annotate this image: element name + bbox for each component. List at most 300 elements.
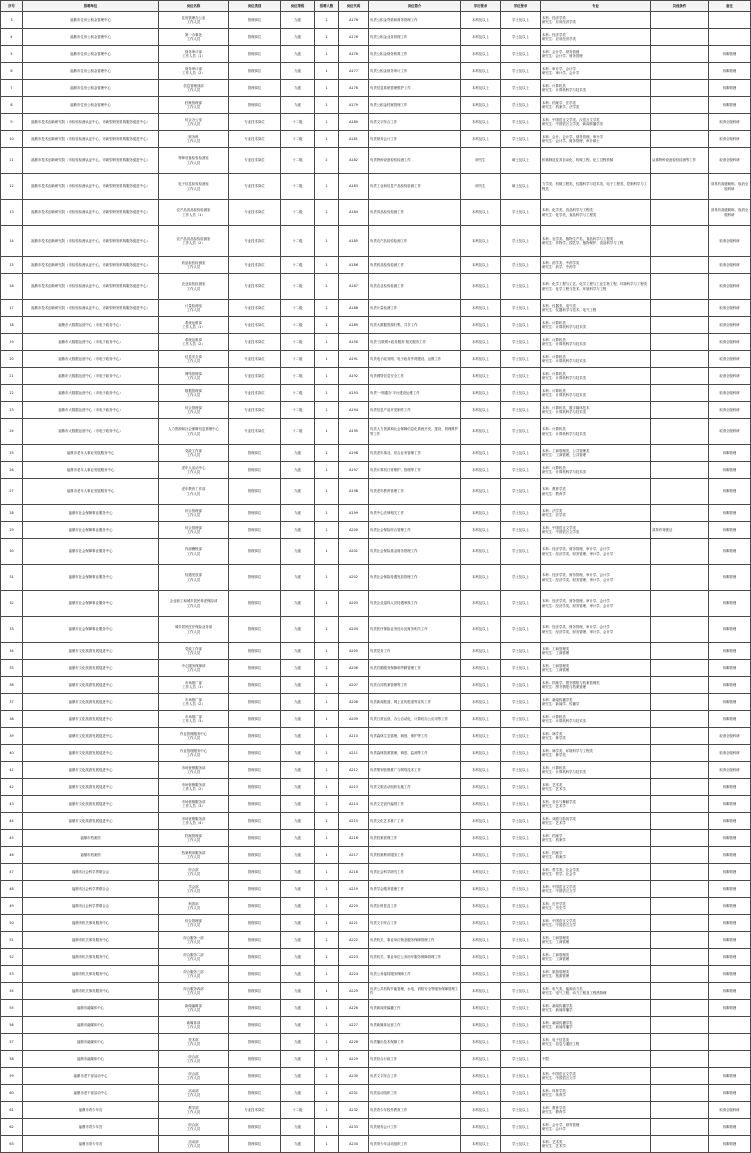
post-code-cell: A220	[339, 898, 369, 915]
headcount-cell: 1	[315, 796, 339, 813]
table-row	[1, 565, 751, 591]
degree-cell: 学士及以上	[501, 881, 541, 898]
headcount-cell: 1	[315, 402, 339, 419]
post-level-cell: 九级	[281, 898, 315, 915]
headcount-cell: 1	[315, 174, 339, 200]
major-cell: 本科：化学类、食品科学与工程类 研究生：化学类、食品科学与工程类	[541, 200, 651, 226]
post-type-cell: 管理岗位	[229, 591, 281, 617]
remark-cell: 侨脚管理	[709, 915, 751, 932]
post-level-cell: 九级	[281, 1085, 315, 1102]
headcount-cell: 1	[315, 711, 339, 728]
education-cell: 研究生	[461, 174, 501, 200]
post-name-cell: 市场营销服务部 工作人员（2）	[159, 779, 229, 796]
post-type-cell: 管理岗位	[229, 932, 281, 949]
post-name-cell: 综合部 工作人员	[159, 1068, 229, 1085]
remark-cell: 侨脚管理	[709, 796, 751, 813]
degree-cell: 学士及以上	[501, 385, 541, 402]
remark-cell: 侨脚管理	[709, 591, 751, 617]
post-code-cell: A231	[339, 1085, 369, 1102]
post-code-cell: A228	[339, 1034, 369, 1051]
post-level-cell: 九级	[281, 80, 315, 97]
table-row	[1, 728, 751, 745]
remark-cell	[709, 1017, 751, 1034]
post-code-cell: A197	[339, 462, 369, 479]
post-code-cell: A217	[339, 847, 369, 864]
post-description-cell: 负责财务会计工作	[369, 131, 461, 148]
post-level-cell: 十二级	[281, 114, 315, 131]
post-description-cell: 负责综合行政工作	[369, 1051, 461, 1068]
post-type-cell: 专业技术岗位	[229, 334, 281, 351]
major-cell: 本科：戏剧与影视学类 研究生：艺术学	[541, 813, 651, 830]
education-cell: 本科及以上	[461, 29, 501, 46]
other-conditions-cell	[651, 660, 709, 677]
post-type-cell: 管理岗位	[229, 1034, 281, 1051]
post-type-cell: 管理岗位	[229, 779, 281, 796]
headcount-cell: 1	[315, 522, 339, 539]
post-type-cell: 管理岗位	[229, 445, 281, 462]
other-conditions-cell	[651, 949, 709, 966]
other-conditions-cell	[651, 226, 709, 257]
post-description-cell: 负责学会服务管理工作	[369, 881, 461, 898]
degree-cell: 学士及以上	[501, 617, 541, 643]
other-conditions-cell	[651, 479, 709, 505]
post-type-cell: 管理岗位	[229, 711, 281, 728]
degree-cell: 学士及以上	[501, 932, 541, 949]
row-number: 42	[1, 779, 23, 796]
post-level-cell: 九级	[281, 677, 315, 694]
education-cell: 本科及以上	[461, 522, 501, 539]
remark-cell: 侨脚管理	[709, 462, 751, 479]
post-name-cell: 活动部 工作人员	[159, 1085, 229, 1102]
education-cell: 本科及以上	[461, 932, 501, 949]
post-description-cell: 负责‘互联网+政务服务’相关服务工作	[369, 334, 461, 351]
degree-cell: 学士及以上	[501, 830, 541, 847]
post-type-cell: 管理岗位	[229, 745, 281, 762]
table-row	[1, 643, 751, 660]
education-cell: 本科及以上	[461, 1068, 501, 1085]
table-row	[1, 983, 751, 1000]
post-description-cell: 负责计量检测工作	[369, 300, 461, 317]
post-code-cell: A210	[339, 728, 369, 745]
post-type-cell: 管理岗位	[229, 1017, 281, 1034]
post-description-cell: 负责网络信息安全工作	[369, 368, 461, 385]
post-description-cell: 负责电子政务网、电子政务外网建设、运维工作	[369, 351, 461, 368]
major-cell: 本科：电气类、能源动力类 研究生：电气工程、动力工程及工程热物理	[541, 983, 651, 1000]
education-cell: 本科及以上	[461, 200, 501, 226]
post-type-cell: 专业技术岗位	[229, 200, 281, 226]
row-number: 5	[1, 46, 23, 63]
other-conditions-cell	[651, 257, 709, 274]
header-cell: 招聘人数	[315, 1, 339, 12]
major-cell: 本科：工商管理类、公共管理类 研究生：工商管理、公共管理	[541, 445, 651, 462]
row-number: 57	[1, 1034, 23, 1051]
other-conditions-cell	[651, 174, 709, 200]
remark-cell: 侨脚管理	[709, 479, 751, 505]
post-type-cell: 专业技术岗位	[229, 148, 281, 174]
remark-cell: 须具有高级职称、取消全脱科研	[709, 200, 751, 226]
education-cell: 本科及以上	[461, 1051, 501, 1068]
row-number: 36	[1, 677, 23, 694]
post-description-cell: 负责文字综合工作	[369, 915, 461, 932]
degree-cell: 学士及以上	[501, 114, 541, 131]
post-type-cell: 管理岗位	[229, 12, 281, 29]
other-conditions-cell	[651, 505, 709, 522]
post-description-cell: 负责企业退休人员待遇审核工作	[369, 591, 461, 617]
remark-cell	[709, 12, 751, 29]
other-conditions-cell	[651, 1051, 709, 1068]
employer-cell: 福鼎市机关事务服务中心	[23, 966, 159, 983]
row-number: 7	[1, 80, 23, 97]
headcount-cell: 1	[315, 1068, 339, 1085]
post-type-cell: 专业技术岗位	[229, 317, 281, 334]
remark-cell: 侨脚管理	[709, 63, 751, 80]
remark-cell: 取消全脱科研	[709, 317, 751, 334]
row-number: 27	[1, 479, 23, 505]
headcount-cell: 1	[315, 1102, 339, 1119]
degree-cell: 学士及以上	[501, 643, 541, 660]
post-level-cell: 九级	[281, 591, 315, 617]
row-number: 14	[1, 226, 23, 257]
education-cell: 本科及以上	[461, 565, 501, 591]
header-cell: 招聘单位	[23, 1, 159, 12]
education-cell: 本科及以上	[461, 274, 501, 300]
education-cell: 研究生	[461, 148, 501, 174]
post-description-cell: 负责公积金业务管理工作	[369, 29, 461, 46]
table-row	[1, 796, 751, 813]
post-type-cell: 管理岗位	[229, 881, 281, 898]
headcount-cell: 1	[315, 368, 339, 385]
row-number: 40	[1, 745, 23, 762]
major-cell: 本科：艺术类 研究生：艺术学	[541, 1136, 651, 1153]
post-name-cell: 系统运维岗 工作人员（1）	[159, 317, 229, 334]
degree-cell: 学士及以上	[501, 1000, 541, 1017]
table-row	[1, 966, 751, 983]
post-level-cell: 九级	[281, 796, 315, 813]
remark-cell: 侨脚管理	[709, 522, 751, 539]
post-level-cell: 九级	[281, 745, 315, 762]
post-description-cell: 负责新闻报道、网上宣传报道等宣传工作	[369, 694, 461, 711]
table-row	[1, 368, 751, 385]
row-number: 25	[1, 445, 23, 462]
post-type-cell: 管理岗位	[229, 1136, 281, 1153]
row-number: 16	[1, 274, 23, 300]
post-name-cell: 财务审计部 工作人员（1）	[159, 46, 229, 63]
headcount-cell: 1	[315, 660, 339, 677]
major-cell: 本科：仪器类、电气类 研究生：仪器科学与技术、电气工程	[541, 300, 651, 317]
row-number: 19	[1, 334, 23, 351]
post-type-cell: 管理岗位	[229, 796, 281, 813]
post-description-cell: 负责老年事业、综合业务管理工作	[369, 445, 461, 462]
post-level-cell: 十二级	[281, 385, 315, 402]
post-code-cell: A196	[339, 445, 369, 462]
education-cell: 本科及以上	[461, 402, 501, 419]
table-row	[1, 97, 751, 114]
headcount-cell: 1	[315, 63, 339, 80]
major-cell: 本科：经济学类、财务管理、审计学、会计学 研究生：经济学类、财务管理、审计学、会计学	[541, 591, 651, 617]
headcount-cell: 1	[315, 462, 339, 479]
post-type-cell: 管理岗位	[229, 522, 281, 539]
post-description-cell: 负责新闻采编播工作	[369, 1000, 461, 1017]
headcount-cell: 1	[315, 949, 339, 966]
degree-cell: 学士及以上	[501, 796, 541, 813]
post-description-cell: 负责社会保险综合管理工作	[369, 522, 461, 539]
row-number: 33	[1, 617, 23, 643]
post-description-cell: 负责党务工作	[369, 643, 461, 660]
post-description-cell: 负责档案管理工作	[369, 830, 461, 847]
header-cell: 专业	[541, 1, 651, 12]
other-conditions-cell	[651, 402, 709, 419]
education-cell: 本科及以上	[461, 643, 501, 660]
post-description-cell: 负责社会科学研究工作	[369, 864, 461, 881]
post-name-cell: 财务科 工作人员	[159, 131, 229, 148]
table-row	[1, 385, 751, 402]
row-number: 54	[1, 983, 23, 1000]
post-type-cell: 管理岗位	[229, 694, 281, 711]
post-name-cell: 综合办公室 工作人员	[159, 114, 229, 131]
remark-cell: 侨脚管理	[709, 1068, 751, 1085]
table-row	[1, 591, 751, 617]
post-level-cell: 十二级	[281, 368, 315, 385]
education-cell: 本科及以上	[461, 226, 501, 257]
table-row	[1, 131, 751, 148]
post-description-cell: 负责文字综合工作	[369, 1068, 461, 1085]
post-type-cell: 管理岗位	[229, 63, 281, 80]
post-code-cell: A187	[339, 274, 369, 300]
remark-cell: 取消全脱科研	[709, 334, 751, 351]
major-cell: 本科：教育学类 研究生：教育学	[541, 1102, 651, 1119]
post-code-cell: A185	[339, 226, 369, 257]
post-level-cell: 十二级	[281, 351, 315, 368]
post-name-cell: 综合部 工作人员	[159, 1051, 229, 1068]
row-number: 50	[1, 915, 23, 932]
major-cell: 本科：经济学类 研究生：应用经济学类	[541, 12, 651, 29]
row-number: 43	[1, 796, 23, 813]
row-number: 59	[1, 1068, 23, 1085]
table-row	[1, 847, 751, 864]
post-description-cell: 负责食品检验检测工作	[369, 200, 461, 226]
employer-cell: 福鼎市文化旅游发展促进中心	[23, 796, 159, 813]
remark-cell: 取消全脱科研	[709, 226, 751, 257]
post-type-cell: 专业技术岗位	[229, 351, 281, 368]
headcount-cell: 1	[315, 1085, 339, 1102]
table-row	[1, 334, 751, 351]
major-cell: 本科：会计学、财务管理 研究生：会计学、财务管理	[541, 46, 651, 63]
post-name-cell: 特种设备检验检测室 工作人员	[159, 148, 229, 174]
major-cell: 本科：计算机类 研究生：计算机科学与技术类	[541, 334, 651, 351]
education-cell: 本科及以上	[461, 539, 501, 565]
post-name-cell: 党政工作部 工作人员	[159, 445, 229, 462]
degree-cell: 学士及以上	[501, 1017, 541, 1034]
education-cell: 本科及以上	[461, 46, 501, 63]
row-number: 48	[1, 881, 23, 898]
post-type-cell: 管理岗位	[229, 949, 281, 966]
row-number: 63	[1, 1136, 23, 1153]
post-description-cell: 负责后勤服务保障和考勤管理工作	[369, 660, 461, 677]
post-type-cell: 管理岗位	[229, 677, 281, 694]
degree-cell: 学士及以上	[501, 1034, 541, 1051]
headcount-cell: 1	[315, 334, 339, 351]
post-name-cell: 科普部 工作人员	[159, 898, 229, 915]
major-cell: 本科：历史学类 研究生：历史学	[541, 898, 651, 915]
remark-cell: 侨脚管理	[709, 660, 751, 677]
remark-cell	[709, 1051, 751, 1068]
post-description-cell: 负责人力资源和社会保障信息化系统开发、建设、管理维护等工作	[369, 419, 461, 445]
degree-cell: 学士及以上	[501, 46, 541, 63]
degree-cell: 硕士及以上	[501, 148, 541, 174]
degree-cell: 硕士及以上	[501, 174, 541, 200]
row-number: 32	[1, 591, 23, 617]
post-name-cell: 信息管理部部 工作人员	[159, 80, 229, 97]
headcount-cell: 1	[315, 745, 339, 762]
employer-cell: 福鼎市机关事务服务中心	[23, 983, 159, 1000]
post-code-cell: A179	[339, 97, 369, 114]
degree-cell: 学士及以上	[501, 1102, 541, 1119]
post-level-cell: 九级	[281, 1136, 315, 1153]
degree-cell: 学士及以上	[501, 779, 541, 796]
post-level-cell: 九级	[281, 643, 315, 660]
post-name-cell: 技术部 工作人员	[159, 1034, 229, 1051]
post-type-cell: 管理岗位	[229, 864, 281, 881]
education-cell: 本科及以上	[461, 462, 501, 479]
header-cell: 岗位简介	[369, 1, 461, 12]
other-conditions-cell	[651, 97, 709, 114]
employer-cell: 福鼎市老干部活动中心	[23, 1068, 159, 1085]
post-name-cell: 信息安全岗 工作人员	[159, 351, 229, 368]
row-number: 61	[1, 1102, 23, 1119]
degree-cell: 学士及以上	[501, 728, 541, 745]
degree-cell: 学士及以上	[501, 1119, 541, 1136]
remark-cell: 侨脚管理	[709, 445, 751, 462]
post-level-cell: 九级	[281, 694, 315, 711]
post-code-cell: A232	[339, 1102, 369, 1119]
post-name-cell: 学会部 工作人员	[159, 881, 229, 898]
post-code-cell: A206	[339, 660, 369, 677]
other-conditions-cell	[651, 200, 709, 226]
headcount-cell: 1	[315, 29, 339, 46]
degree-cell: 学士及以上	[501, 898, 541, 915]
headcount-cell: 1	[315, 898, 339, 915]
post-type-cell: 管理岗位	[229, 660, 281, 677]
degree-cell: 学士及以上	[501, 565, 541, 591]
major-cell: 本科：法学类 研究生：法学类	[541, 505, 651, 522]
post-code-cell: A176	[339, 29, 369, 46]
post-description-cell: 负责文旅活动组织实施工作	[369, 779, 461, 796]
education-cell: 本科及以上	[461, 1000, 501, 1017]
education-cell: 本科及以上	[461, 368, 501, 385]
post-code-cell: A224	[339, 966, 369, 983]
education-cell: 本科及以上	[461, 677, 501, 694]
post-name-cell: 数据管理岗 工作人员	[159, 385, 229, 402]
post-name-cell: 档案管理部 工作人员	[159, 830, 229, 847]
education-cell: 本科及以上	[461, 830, 501, 847]
employer-cell: 福鼎市文化旅游发展促进中心	[23, 779, 159, 796]
remark-cell: 取消全脱科研	[709, 1102, 751, 1119]
remark-cell: 侨脚管理	[709, 46, 751, 63]
major-cell: 本科：计算机类 研究生：计算机科学与技术类	[541, 317, 651, 334]
headcount-cell: 1	[315, 46, 339, 63]
other-conditions-cell	[651, 694, 709, 711]
remark-cell: 侨脚管理	[709, 643, 751, 660]
remark-cell: 侨脚管理	[709, 1085, 751, 1102]
degree-cell: 学士及以上	[501, 419, 541, 445]
post-description-cell: 负责公务接待服务保障工作	[369, 966, 461, 983]
headcount-cell: 1	[315, 830, 339, 847]
post-code-cell: A188	[339, 300, 369, 317]
post-description-cell: 负责社会保险待遇发放管理工作	[369, 565, 461, 591]
headcount-cell: 1	[315, 80, 339, 97]
headcount-cell: 1	[315, 1136, 339, 1153]
remark-cell: 须具有高级职称、取消全脱科研	[709, 174, 751, 200]
other-conditions-cell	[651, 864, 709, 881]
row-number: 15	[1, 257, 23, 274]
post-name-cell: 档案利用服务部 工作人员	[159, 847, 229, 864]
degree-cell: 学士及以上	[501, 445, 541, 462]
headcount-cell: 1	[315, 445, 339, 462]
degree-cell: 学士及以上	[501, 334, 541, 351]
row-number: 26	[1, 462, 23, 479]
headcount-cell: 2	[315, 148, 339, 174]
major-cell: 本科：计算机类 研究生：计算机科学与技术类	[541, 368, 651, 385]
row-number: 52	[1, 949, 23, 966]
post-code-cell: A218	[339, 864, 369, 881]
employer-cell: 福鼎市档案馆	[23, 830, 159, 847]
employer-cell: 福鼎市大数据运营中心（市电子政务中心）	[23, 334, 159, 351]
row-number: 29	[1, 522, 23, 539]
degree-cell: 学士及以上	[501, 462, 541, 479]
post-type-cell: 管理岗位	[229, 1085, 281, 1102]
post-description-cell: 负责农产品检验检测工作	[369, 226, 461, 257]
other-conditions-cell	[651, 762, 709, 779]
post-type-cell: 专业技术岗位	[229, 257, 281, 274]
post-name-cell: 作业管理服务中心 工作人员	[159, 745, 229, 762]
table-row	[1, 694, 751, 711]
post-level-cell: 十二级	[281, 131, 315, 148]
post-name-cell: 药品检验检测室 工作人员	[159, 257, 229, 274]
education-cell: 本科及以上	[461, 728, 501, 745]
major-cell: 本科：农学类、植物生产类、食品科学与工程类 研究生：作物学、园艺学、植物保护、食品科学与工程	[541, 226, 651, 257]
post-description-cell: 负责计算机日常维护、管理等工作	[369, 462, 461, 479]
table-row	[1, 351, 751, 368]
post-type-cell: 专业技术岗位	[229, 131, 281, 148]
table-row	[1, 830, 751, 847]
post-level-cell: 十二级	[281, 334, 315, 351]
other-conditions-cell	[651, 966, 709, 983]
major-cell: 本科：体育学类 研究生：体育学	[541, 1085, 651, 1102]
remark-cell: 侨脚管理	[709, 830, 751, 847]
post-level-cell: 十二级	[281, 148, 315, 174]
other-conditions-cell	[651, 351, 709, 368]
remark-cell: 侨脚管理	[709, 779, 751, 796]
headcount-cell: 2	[315, 274, 339, 300]
table-row	[1, 711, 751, 728]
post-code-cell: A200	[339, 522, 369, 539]
post-level-cell: 九级	[281, 1000, 315, 1017]
post-description-cell: 负责新媒体运营工作	[369, 1017, 461, 1034]
post-level-cell: 九级	[281, 847, 315, 864]
post-level-cell: 九级	[281, 915, 315, 932]
post-code-cell: A199	[339, 505, 369, 522]
post-code-cell: A182	[339, 148, 369, 174]
remark-cell: 取消全脱科研	[709, 351, 751, 368]
post-type-cell: 管理岗位	[229, 80, 281, 97]
employer-cell: 福鼎市住房公积金管理中心	[23, 80, 159, 97]
employer-cell: 福鼎市社会科学界联合会	[23, 898, 159, 915]
employer-cell: 福鼎市社会保障事业服务中心	[23, 617, 159, 643]
education-cell: 本科及以上	[461, 694, 501, 711]
education-cell: 本科及以上	[461, 881, 501, 898]
post-code-cell: A214	[339, 796, 369, 813]
table-row	[1, 174, 751, 200]
